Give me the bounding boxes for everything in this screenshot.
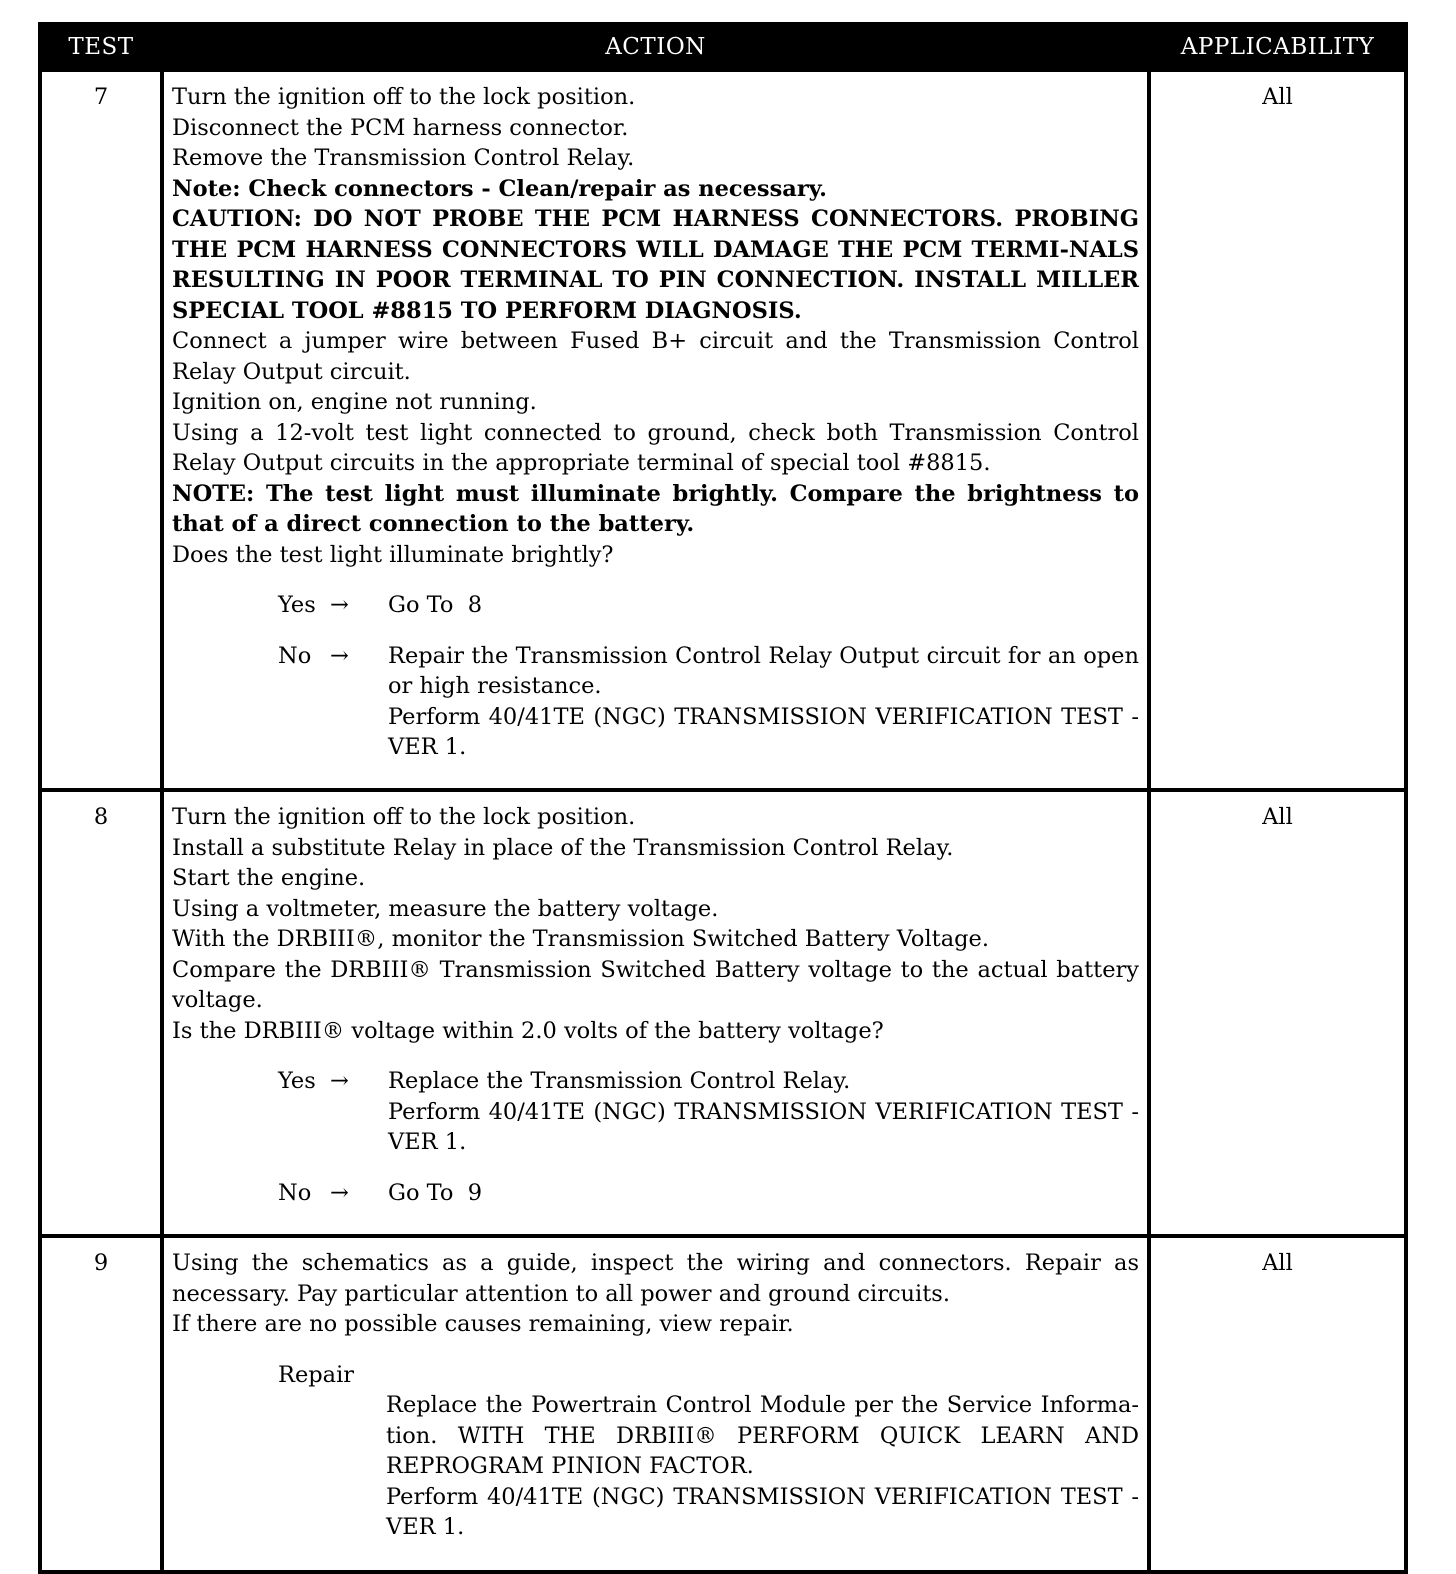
no-response: [278, 641, 1139, 763]
test-number: 9: [40, 1236, 162, 1572]
step-line: If there are no possible causes remaining, view repair.: [172, 1311, 794, 1337]
note-text: NOTE: The test light must illuminate brightly. Compare the brightness to that of a direct connection to the battery.: [172, 480, 1139, 537]
yes-label: Yes: [278, 592, 316, 618]
table-header-row: [40, 24, 1406, 70]
action-cell: [162, 790, 1149, 1236]
diagnostic-table: [38, 22, 1408, 1574]
applicability-value: All: [1149, 70, 1406, 790]
test-number: 7: [40, 70, 162, 790]
step-line: Using a voltmeter, measure the battery voltage.: [172, 895, 719, 922]
yes-action-line: Perform 40/41TE (NGC) TRANSMISSION VERIFICATION TEST - VER 1.: [388, 1098, 1139, 1155]
table-row-test-7: [40, 70, 1406, 790]
no-action: [388, 641, 1139, 763]
repair-section: [278, 1360, 1139, 1543]
caution-text: CAUTION: DO NOT PROBE THE PCM HARNESS CONNECTORS. PROBING THE PCM HARNESS CONNECTORS WILL DAMAGE THE PCM TERMI-NALS RESULTING IN POOR TERMINAL TO PIN CONNECTION. INSTALL MILLER SPECIAL TOOL #8815 TO PERFORM DIAGNOSIS.: [172, 206, 1139, 324]
test-number: 8: [40, 790, 162, 1236]
no-action-line: Perform 40/41TE (NGC) TRANSMISSION VERIFICATION TEST - VER 1.: [388, 703, 1139, 760]
no-label: No: [278, 1179, 312, 1206]
no-action: Go To 9: [388, 1179, 483, 1206]
step-line: Using a 12-volt test light connected to ground, check both Transmission Control Relay Output circuits in the appropriate terminal of special tool #8815.: [172, 419, 1139, 476]
yes-label: Yes: [278, 1068, 316, 1094]
repair-action-line: Perform 40/41TE (NGC) TRANSMISSION VERIFICATION TEST - VER 1.: [386, 1483, 1139, 1540]
yes-action: [388, 1066, 1139, 1158]
applicability-value: All: [1149, 1236, 1406, 1572]
header-test: TEST: [40, 24, 162, 70]
diagnostic-table-page: [38, 22, 1404, 1574]
table-row-test-9: [40, 1236, 1406, 1572]
yes-action: Go To 8: [388, 592, 483, 618]
arrow-icon: →: [330, 592, 349, 618]
action-cell: [162, 1236, 1149, 1572]
step-line: Connect a jumper wire between Fused B+ circuit and the Transmission Control Relay Output circuit.: [172, 328, 1139, 385]
step-line: With the DRBIII®, monitor the Transmission Switched Battery Voltage.: [172, 926, 989, 952]
header-action: ACTION: [162, 24, 1149, 70]
step-line: Using the schematics as a guide, inspect the wiring and connectors. Repair as necessary. Pay particular attention to all power and ground circuits.: [172, 1250, 1139, 1307]
yes-response: [278, 590, 1139, 621]
step-line: Install a substitute Relay in place of the Transmission Control Relay.: [172, 834, 954, 861]
step-line: Remove the Transmission Control Relay.: [172, 145, 635, 171]
table-row-test-8: [40, 790, 1406, 1236]
arrow-icon: →: [330, 1179, 349, 1206]
no-action-line: Repair the Transmission Control Relay Output circuit for an open or high resistance.: [388, 642, 1139, 699]
repair-action: [386, 1390, 1139, 1543]
question-text: Is the DRBIII® voltage within 2.0 volts of the battery voltage?: [172, 1017, 884, 1044]
action-cell: [162, 70, 1149, 790]
yes-action-line: Replace the Transmission Control Relay.: [388, 1068, 851, 1094]
note-text: Note: Check connectors - Clean/repair as necessary.: [172, 175, 827, 202]
step-line: Turn the ignition off to the lock position.: [172, 804, 636, 830]
step-line: Disconnect the PCM harness connector.: [172, 114, 629, 141]
repair-action-line: Replace the Powertrain Control Module per the Service Informa-tion. WITH THE DRBIII® PERFORM QUICK LEARN AND REPROGRAM PINION FACTOR.: [386, 1392, 1139, 1479]
arrow-icon: →: [330, 1068, 349, 1094]
question-text: Does the test light illuminate brightly?: [172, 541, 614, 568]
yes-response: [278, 1066, 1139, 1158]
no-response: [278, 1178, 1139, 1209]
step-line: Compare the DRBIII® Transmission Switched Battery voltage to the actual battery voltage.: [172, 956, 1139, 1013]
repair-label: Repair: [278, 1361, 355, 1388]
step-line: Ignition on, engine not running.: [172, 389, 537, 415]
step-line: Start the engine.: [172, 865, 366, 891]
arrow-icon: →: [330, 642, 349, 669]
step-line: Turn the ignition off to the lock position.: [172, 84, 636, 110]
no-label: No: [278, 642, 312, 669]
applicability-value: All: [1149, 790, 1406, 1236]
header-applicability: APPLICABILITY: [1149, 24, 1406, 70]
